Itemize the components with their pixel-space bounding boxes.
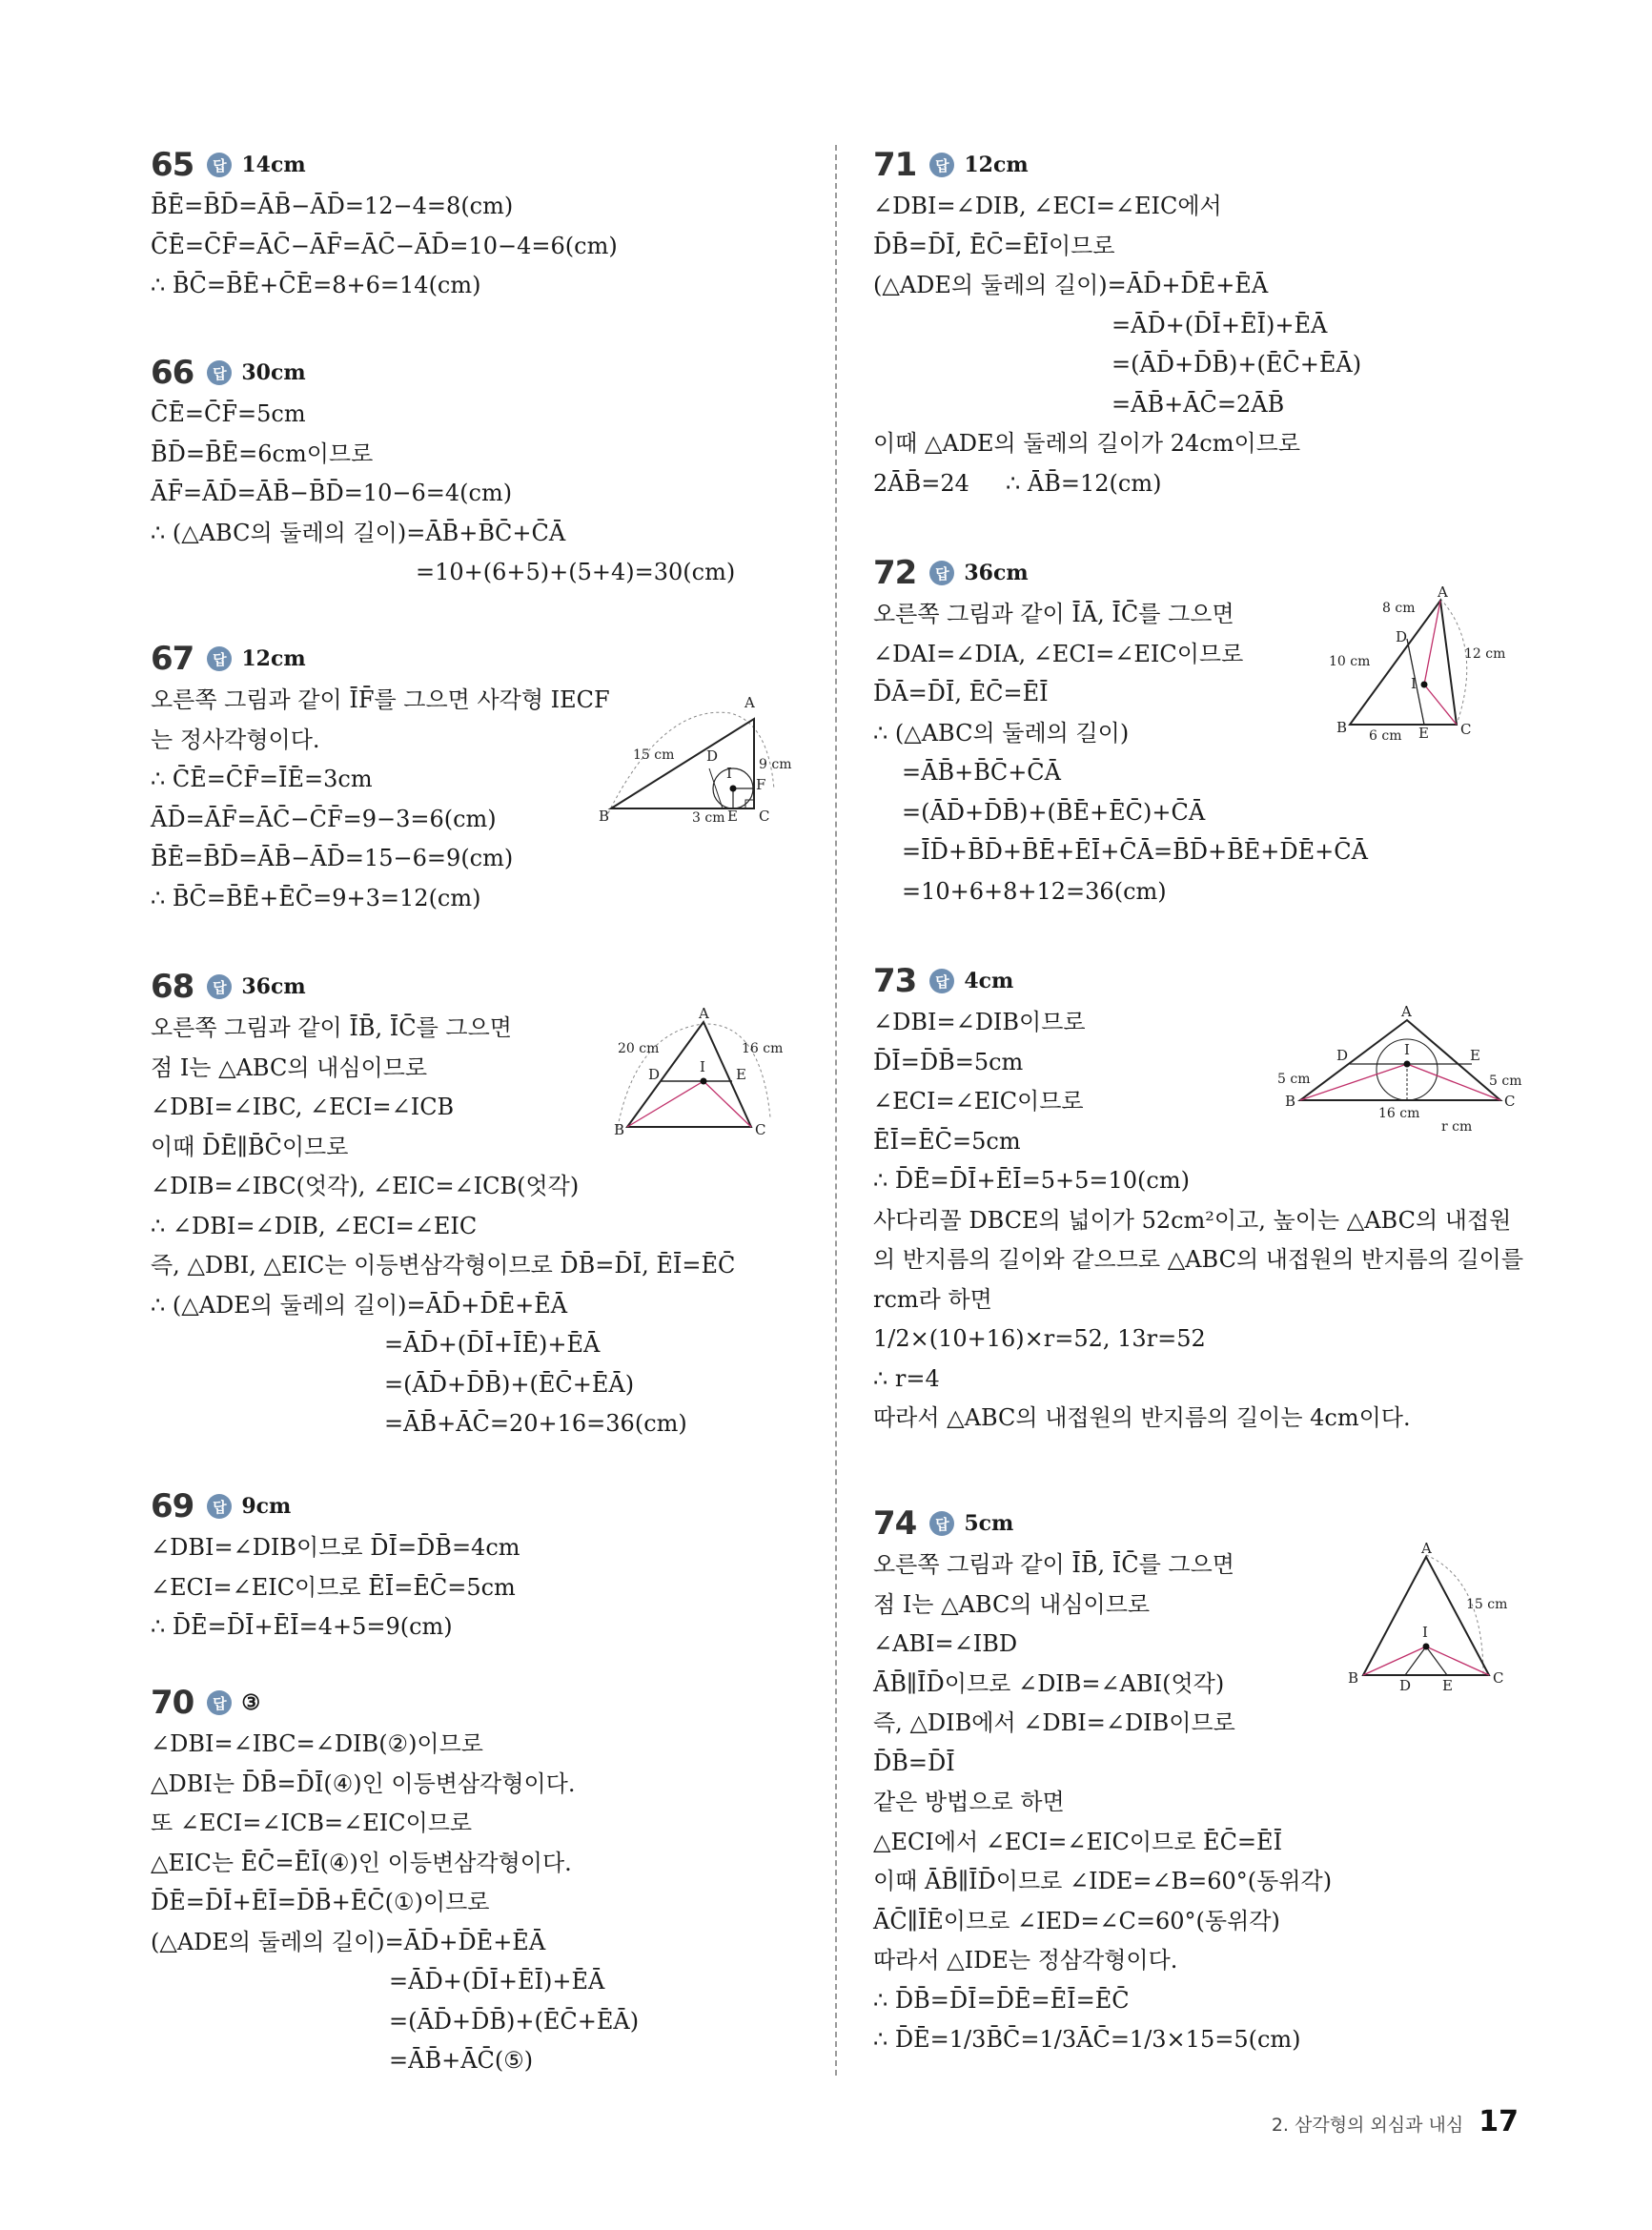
vertex-label: I <box>1411 675 1417 692</box>
length-label: 8 cm <box>1382 601 1416 616</box>
solution-line: =(ĀD̄+D̄B̄)+(B̄Ē+ĒC̄)+C̄Ā <box>902 798 1206 826</box>
solution-line: B̄Ē=B̄D̄=ĀB̄−ĀD̄=15−6=9(cm) <box>151 845 514 871</box>
length-label: 5 cm <box>1277 1072 1311 1087</box>
figure-72 <box>1321 583 1531 750</box>
vertex-label: I <box>1404 1041 1410 1058</box>
problem-number: 73 <box>873 962 917 1000</box>
problem-69 <box>151 1484 520 1647</box>
solution-line: 점 I는 △ABC의 내심이므로 <box>151 1054 428 1081</box>
vertex-label: E <box>736 1066 746 1083</box>
figure-73 <box>1274 1005 1531 1142</box>
figure-74 <box>1331 1542 1521 1698</box>
solution-line: ĒĪ=ĒC̄=5cm <box>873 1127 1021 1155</box>
length-label: 16 cm <box>742 1041 784 1056</box>
solution-line: =ĪD̄+B̄D̄+B̄Ē+ĒĪ+C̄Ā=B̄D̄+B̄Ē+D̄Ē+C̄Ā <box>902 838 1368 865</box>
answer-badge: 답 <box>929 1511 954 1536</box>
page-number: 17 <box>1479 2105 1519 2138</box>
problem-74 <box>873 1502 1508 2060</box>
vertex-label: E <box>1470 1047 1480 1064</box>
solution-line: 이때 ĀB̄∥ĪD̄이므로 ∠IDE=∠B=60°(동위각) <box>873 1868 1333 1894</box>
answer-value: 14cm <box>241 153 306 177</box>
problem-number: 72 <box>873 554 917 592</box>
solution-line: 오른쪽 그림과 같이 ĪB̄, ĪC̄를 그으면 <box>151 1014 512 1041</box>
solution-line: 오른쪽 그림과 같이 ĪĀ, ĪC̄를 그으면 <box>873 601 1234 627</box>
solution-line: =ĀB̄+ĀC̄=20+16=36(cm) <box>384 1410 687 1437</box>
solution-line: △ECI에서 ∠ECI=∠EIC이므로 ĒC̄=ĒĪ <box>873 1828 1283 1855</box>
chapter-title: 2. 삼각형의 외심과 내심 <box>1271 2115 1464 2136</box>
problem-66 <box>151 351 735 593</box>
problem-number: 67 <box>151 640 194 678</box>
solution-line: 따라서 △IDE는 정삼각형이다. <box>873 1947 1178 1974</box>
solution-line: ĀC̄∥ĪĒ이므로 ∠IED=∠C=60°(동위각) <box>873 1907 1280 1934</box>
vertex-label: E <box>1418 725 1429 742</box>
solution-line: =ĀD̄+(D̄Ī+ĪĒ)+ĒĀ <box>384 1331 601 1358</box>
answer-badge: 답 <box>207 646 232 671</box>
length-label: 6 cm <box>1369 728 1402 744</box>
problem-header <box>151 351 735 395</box>
problem-72 <box>873 551 1506 911</box>
problem-number: 69 <box>151 1487 194 1525</box>
vertex-label: I <box>726 765 732 782</box>
solution-line: =ĀD̄+(D̄Ī+ĒĪ)+ĒĀ <box>1112 311 1328 338</box>
vertex-label: C <box>755 1121 766 1138</box>
solution-line: ∴ D̄Ē=D̄Ī+ĒĪ=5+5=10(cm) <box>873 1167 1190 1194</box>
solution-line: 점 I는 △ABC의 내심이므로 <box>873 1590 1151 1618</box>
solution-line: 즉, △DIB에서 ∠DBI=∠DIB이므로 <box>873 1709 1235 1736</box>
answer-badge: 답 <box>929 561 954 585</box>
solution-line: ∠ABI=∠IBD <box>873 1630 1018 1657</box>
length-label: 15 cm <box>633 747 675 763</box>
solution-line: =ĀD̄+(D̄Ī+ĒĪ)+ĒĀ <box>389 1968 605 1995</box>
solution-line: ∴ B̄C̄=B̄Ē+C̄Ē=8+6=14(cm) <box>151 272 481 298</box>
vertex-label: A <box>744 694 755 711</box>
length-label: 15 cm <box>1466 1597 1508 1612</box>
problem-number: 74 <box>873 1504 917 1543</box>
solution-line: D̄Ī=D̄B̄=5cm <box>873 1048 1024 1075</box>
vertex-label: D <box>648 1066 661 1083</box>
solution-line: (△ADE의 둘레의 길이)=ĀD̄+D̄Ē+ĒĀ <box>151 1928 546 1955</box>
vertex-label: A <box>1438 583 1448 601</box>
problem-header <box>151 143 618 187</box>
solution-line: =(ĀD̄+D̄B̄)+(ĒC̄+ĒĀ) <box>384 1370 635 1398</box>
answer-value: 12cm <box>964 153 1029 177</box>
problem-number: 66 <box>151 354 194 392</box>
solution-line: ∴ (△ABC의 둘레의 길이)=ĀB̄+B̄C̄+C̄Ā <box>151 519 566 546</box>
vertex-label: F <box>756 776 766 793</box>
answer-value: ③ <box>241 1690 261 1715</box>
solution-line: 이때 D̄Ē∥B̄C̄이므로 <box>151 1133 349 1160</box>
length-label: r cm <box>1441 1119 1473 1135</box>
problem-header <box>873 959 1523 1003</box>
length-label: 3 cm <box>692 810 725 826</box>
solution-line: ∴ (△ABC의 둘레의 길이) <box>873 719 1130 747</box>
solution-line: △DBI는 D̄B̄=D̄Ī(④)인 이등변삼각형이다. <box>151 1770 576 1797</box>
answer-value: 5cm <box>964 1511 1014 1536</box>
problem-header <box>151 1681 639 1725</box>
answer-value: 30cm <box>241 360 306 385</box>
solution-line: ∴ (△ADE의 둘레의 길이)=ĀD̄+D̄Ē+ĒĀ <box>151 1291 568 1319</box>
vertex-label: I <box>700 1058 705 1075</box>
problem-number: 70 <box>151 1684 194 1722</box>
solution-line: D̄Ē=D̄Ī+ĒĪ=D̄B̄+ĒC̄(①)이므로 <box>151 1889 490 1915</box>
answer-badge: 답 <box>929 969 954 993</box>
vertex-label: D <box>1336 1047 1349 1064</box>
solution-line: ∴ D̄Ē=1/3B̄C̄=1/3ĀC̄=1/3×15=5(cm) <box>873 2026 1301 2053</box>
solution-line: ∴ B̄C̄=B̄Ē+ĒC̄=9+3=12(cm) <box>151 884 481 911</box>
problem-number: 65 <box>151 146 194 184</box>
solution-line: C̄Ē=C̄F̄=ĀC̄−ĀF̄=ĀC̄−ĀD̄=10−4=6(cm) <box>151 232 618 259</box>
solution-line: 의 반지름의 길이와 같으므로 △ABC의 내접원의 반지름의 길이를 <box>873 1246 1524 1273</box>
solution-line: =(ĀD̄+D̄B̄)+(ĒC̄+ĒĀ) <box>1112 351 1362 378</box>
problem-71 <box>873 143 1361 503</box>
solution-line: ∠DIB=∠IBC(엇각), ∠EIC=∠ICB(엇각) <box>151 1173 580 1199</box>
length-label: 9 cm <box>759 757 792 772</box>
answer-badge: 답 <box>207 1494 232 1519</box>
problem-number: 71 <box>873 146 917 184</box>
problem-header <box>151 1484 520 1528</box>
solution-line: △EIC는 ĒC̄=ĒĪ(④)인 이등변삼각형이다. <box>151 1849 572 1876</box>
vertex-label: A <box>1421 1540 1432 1557</box>
answer-badge: 답 <box>207 360 232 385</box>
answer-value: 9cm <box>241 1494 292 1519</box>
vertex-label: B <box>1285 1093 1296 1110</box>
solution-line: ∠DBI=∠DIB, ∠ECI=∠EIC에서 <box>873 193 1222 219</box>
figure-68 <box>599 1003 808 1150</box>
page-footer <box>1272 2105 1519 2138</box>
problem-header <box>151 637 610 681</box>
solution-line: 따라서 △ABC의 내접원의 반지름의 길이는 4cm이다. <box>873 1404 1411 1431</box>
solution-line: ∴ D̄Ē=D̄Ī+ĒĪ=4+5=9(cm) <box>151 1613 453 1640</box>
vertex-label: A <box>1401 1003 1412 1020</box>
solution-line: =ĀB̄+B̄C̄+C̄Ā <box>902 759 1061 786</box>
solution-line: ĀD̄=ĀF̄=ĀC̄−C̄F̄=9−3=6(cm) <box>151 805 497 832</box>
answer-value: 4cm <box>964 969 1014 993</box>
solution-line: =ĀB̄+ĀC̄=2ĀB̄ <box>1112 390 1285 418</box>
solution-line: 는 정사각형이다. <box>151 726 320 753</box>
answer-value: 36cm <box>964 561 1029 585</box>
problem-header <box>873 551 1368 595</box>
vertex-label: B <box>599 808 610 825</box>
solution-line: =ĀB̄+ĀC̄(⑤) <box>389 2047 534 2074</box>
solution-line: ∠DAI=∠DIA, ∠ECI=∠EIC이므로 <box>873 640 1244 667</box>
length-label: 5 cm <box>1489 1074 1522 1089</box>
solution-line: 오른쪽 그림과 같이 ĪB̄, ĪC̄를 그으면 <box>873 1551 1234 1578</box>
vertex-label: D <box>706 747 719 765</box>
answer-value: 36cm <box>241 974 306 999</box>
problem-67 <box>151 637 792 918</box>
vertex-label: C <box>759 808 770 825</box>
problem-65 <box>151 143 618 306</box>
solution-line: ĀB̄∥ĪD̄이므로 ∠DIB=∠ABI(엇각) <box>873 1669 1225 1697</box>
problem-header <box>873 1502 1332 1545</box>
solution-line: =10+6+8+12=36(cm) <box>902 877 1167 905</box>
solution-line: 1/2×(10+16)×r=52, 13r=52 <box>873 1325 1206 1352</box>
solution-line: 즉, △DBI, △EIC는 이등변삼각형이므로 D̄B̄=D̄Ī, ĒĪ=ĒC̄ <box>151 1252 736 1279</box>
length-label: 12 cm <box>1464 646 1506 662</box>
solution-line: 오른쪽 그림과 같이 ĪF̄를 그으면 사각형 IECF <box>151 686 610 713</box>
solution-line: B̄Ē=B̄D̄=ĀB̄−ĀD̄=12−4=8(cm) <box>151 193 514 219</box>
solution-line: ∠ECI=∠EIC이므로 <box>873 1088 1084 1115</box>
solution-line: ∠DBI=∠DIB이므로 <box>873 1009 1086 1035</box>
solution-line: 같은 방법으로 하면 <box>873 1789 1065 1815</box>
vertex-label: C <box>1460 721 1472 738</box>
solution-line: ∠DBI=∠DIB이므로 D̄Ī=D̄B̄=4cm <box>151 1534 520 1561</box>
length-label: 20 cm <box>618 1041 660 1056</box>
answer-badge: 답 <box>207 153 232 177</box>
vertex-label: C <box>1504 1093 1516 1110</box>
solution-line: ∠ECI=∠EIC이므로 ĒĪ=ĒC̄=5cm <box>151 1573 516 1601</box>
figure-67 <box>599 685 806 827</box>
vertex-label: B <box>614 1121 625 1138</box>
solution-line: D̄B̄=D̄Ī, ĒC̄=ĒĪ이므로 <box>873 232 1115 259</box>
problem-73 <box>873 959 1523 1439</box>
problem-header <box>873 143 1361 187</box>
vertex-label: D <box>1399 1677 1412 1694</box>
solution-line: =(ĀD̄+D̄B̄)+(ĒC̄+ĒĀ) <box>389 2007 640 2035</box>
vertex-label: I <box>1422 1624 1428 1641</box>
problem-70 <box>151 1681 639 2081</box>
answer-badge: 답 <box>207 974 232 999</box>
solution-line: B̄D̄=B̄Ē=6cm이므로 <box>151 440 374 467</box>
vertex-label: E <box>727 808 738 825</box>
solution-line: =10+(6+5)+(5+4)=30(cm) <box>416 559 736 585</box>
answer-badge: 답 <box>929 153 954 177</box>
vertex-label: A <box>699 1005 709 1022</box>
problem-68 <box>151 965 784 1444</box>
solution-line: 2ĀB̄=24 ∴ ĀB̄=12(cm) <box>873 469 1162 497</box>
solution-line: ∠DBI=∠IBC, ∠ECI=∠ICB <box>151 1094 455 1120</box>
problem-number: 68 <box>151 968 194 1006</box>
solution-line: D̄Ā=D̄Ī, ĒC̄=ĒĪ <box>873 680 1049 706</box>
vertex-label: C <box>1493 1669 1504 1687</box>
solution-line: ∠DBI=∠IBC=∠DIB(②)이므로 <box>151 1730 483 1757</box>
vertex-label: B <box>1348 1669 1359 1687</box>
solution-line: rcm라 하면 <box>873 1285 992 1313</box>
solution-line: 이때 △ADE의 둘레의 길이가 24cm이므로 <box>873 430 1301 457</box>
solution-line: ĀF̄=ĀD̄=ĀB̄−B̄D̄=10−6=4(cm) <box>151 480 513 506</box>
length-label: 16 cm <box>1378 1106 1420 1121</box>
column-divider <box>835 145 837 2076</box>
solution-line: (△ADE의 둘레의 길이)=ĀD̄+D̄Ē+ĒĀ <box>873 272 1269 298</box>
solution-line: ∴ ∠DBI=∠DIB, ∠ECI=∠EIC <box>151 1212 478 1239</box>
vertex-label: D <box>1396 628 1408 645</box>
solution-line: 사다리꼴 DBCE의 넓이가 52cm²이고, 높이는 △ABC의 내접원 <box>873 1206 1512 1234</box>
vertex-label: B <box>1336 719 1348 736</box>
solution-line: ∴ r=4 <box>873 1364 940 1392</box>
solution-line: C̄Ē=C̄F̄=5cm <box>151 400 306 427</box>
solution-line: 또 ∠ECI=∠ICB=∠EIC이므로 <box>151 1810 473 1836</box>
solution-line: ∴ D̄B̄=D̄Ī=D̄Ē=ĒĪ=ĒC̄ <box>873 1986 1130 2014</box>
length-label: 10 cm <box>1329 654 1371 669</box>
solution-line: ∴ C̄Ē=C̄F̄=ĪĒ=3cm <box>151 766 373 792</box>
vertex-label: E <box>1442 1677 1453 1694</box>
solution-line: D̄B̄=D̄Ī <box>873 1749 955 1776</box>
answer-badge: 답 <box>207 1690 232 1715</box>
answer-value: 12cm <box>241 646 306 671</box>
